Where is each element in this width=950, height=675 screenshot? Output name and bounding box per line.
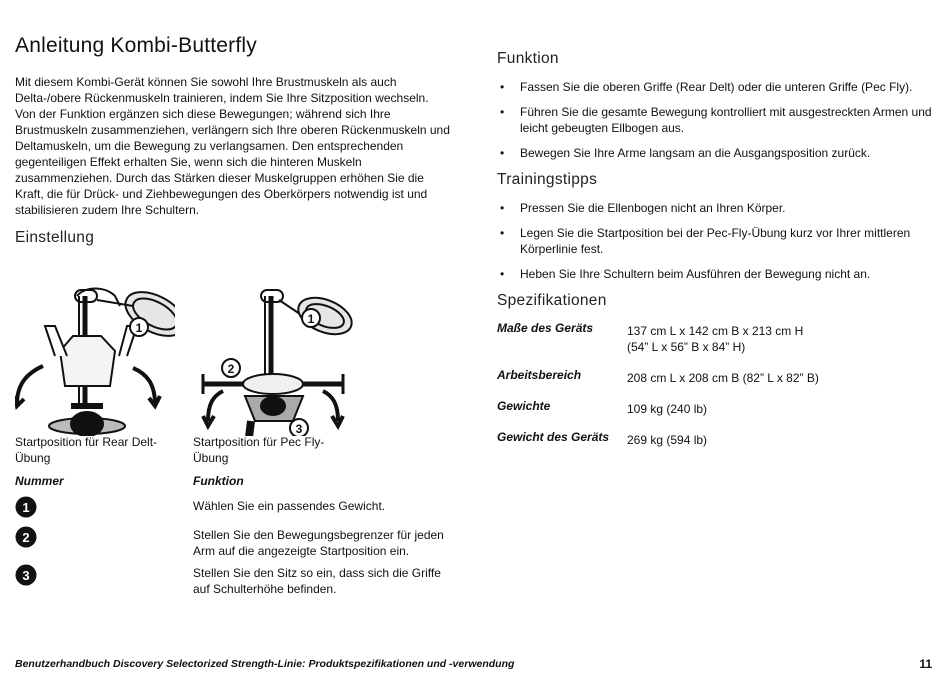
spec-label: Arbeitsbereich xyxy=(497,368,582,382)
step-2-number-icon xyxy=(15,526,37,548)
list-item: • Heben Sie Ihre Schultern beim Ausführen der Bewegung nicht an. xyxy=(500,267,871,281)
svg-text:2: 2 xyxy=(227,362,235,376)
svg-text:1: 1 xyxy=(22,500,30,515)
svg-text:3: 3 xyxy=(295,422,303,436)
svg-text:3: 3 xyxy=(22,568,30,583)
trainingstipps-heading: Trainingstipps xyxy=(497,171,598,188)
col-header-number: Nummer xyxy=(15,474,64,488)
table-row xyxy=(497,386,819,417)
spec-table xyxy=(497,320,819,448)
step-3-text: Stellen Sie den Sitz so ein, dass sich die Griffe auf Schulterhöhe befinden. xyxy=(193,566,441,596)
table-row xyxy=(497,417,819,448)
footer-text: Benutzerhandbuch Discovery Selectorized Strength-Linie: Produktspezifikationen und -verwendung xyxy=(15,658,515,670)
spec-label: Maße des Geräts xyxy=(497,321,594,335)
rear-delt-illustration xyxy=(15,256,175,436)
svg-text:1: 1 xyxy=(307,312,315,326)
page-number: 11 xyxy=(919,657,932,671)
svg-text:2: 2 xyxy=(22,530,30,545)
step-3-number-icon xyxy=(15,564,37,586)
list-item: • Legen Sie die Startposition bei der Pec-Fly-Übung kurz vor Ihrer mittleren Körperlinie fest. xyxy=(500,226,911,256)
table-row xyxy=(497,320,819,355)
einstellung-heading: Einstellung xyxy=(15,229,95,246)
caption-rear-delt: Startposition für Rear Delt-Übung xyxy=(15,435,158,465)
step-1-text: Wählen Sie ein passendes Gewicht. xyxy=(193,499,386,513)
trainingstipps-list xyxy=(497,200,937,282)
col-header-function: Funktion xyxy=(193,474,244,488)
page-title: Anleitung Kombi-Butterfly xyxy=(15,34,257,57)
list-item: • Pressen Sie die Ellenbogen nicht an Ihren Körper. xyxy=(500,201,786,215)
list-item: • Führen Sie die gesamte Bewegung kontrolliert mit ausgestreckten Armen und leicht gebeugten Ellbogen aus. xyxy=(500,105,932,135)
spec-value: 137 cm L x 142 cm B x 213 cm H xyxy=(627,324,804,338)
svg-text:1: 1 xyxy=(135,321,143,335)
spec-value: 109 kg (240 lb) xyxy=(627,402,708,416)
marker-2-icon xyxy=(222,359,240,377)
intro-paragraph: Mit diesem Kombi-Gerät können Sie sowohl Ihre Brustmuskeln als auch Delta-/obere Rückenmuskeln trainieren, indem Sie Ihre Sitzposition wechseln. Von der Funktion ergänzen sich diese Bewegungen; während sich Ihre Brustmuskeln zusammenziehen, verlängern sich Ihre oberen Rückenmuskeln und Deltamuskeln, um die Bewegung zu verlangsamen. Den entsprechenden gegenteiligen Effekt erhalten Sie, wenn sich die hinteren Muskeln zusammenziehen. Durch das Stärken dieser Muskelgruppen erhöhen Sie die Kraft, die für Drück- und Ziehbewegungen des Oberkörpers notwendig ist und stabilisieren zudem Ihre Schultern. xyxy=(15,75,450,217)
funktion-heading: Funktion xyxy=(497,50,559,67)
marker-1-icon xyxy=(130,318,148,336)
list-item: • Fassen Sie die oberen Griffe (Rear Delt) oder die unteren Griffe (Pec Fly). xyxy=(500,80,913,94)
spec-label: Gewicht des Geräts xyxy=(497,430,610,444)
machine-illustrations xyxy=(15,256,455,436)
table-row xyxy=(497,355,819,386)
list-item: • Bewegen Sie Ihre Arme langsam an die Ausgangsposition zurück. xyxy=(500,146,871,160)
marker-1-icon xyxy=(302,309,320,327)
spezifikationen-heading: Spezifikationen xyxy=(497,292,607,309)
step-1-number-icon xyxy=(15,496,37,518)
funktion-list xyxy=(497,79,937,161)
caption-pec-fly: Startposition für Pec Fly-Übung xyxy=(193,435,325,465)
spec-value: (54” L x 56” B x 84” H) xyxy=(627,340,746,354)
left-column xyxy=(15,34,455,596)
spec-value: 208 cm L x 208 cm B (82” L x 82” B) xyxy=(627,371,819,385)
spec-label: Gewichte xyxy=(497,399,551,413)
spec-value: 269 kg (594 lb) xyxy=(627,433,708,447)
pec-fly-illustration xyxy=(193,256,353,436)
step-2-text: Stellen Sie den Bewegungsbegrenzer für jeden Arm auf die angezeigte Startposition ein. xyxy=(193,528,444,558)
right-column xyxy=(497,50,937,448)
